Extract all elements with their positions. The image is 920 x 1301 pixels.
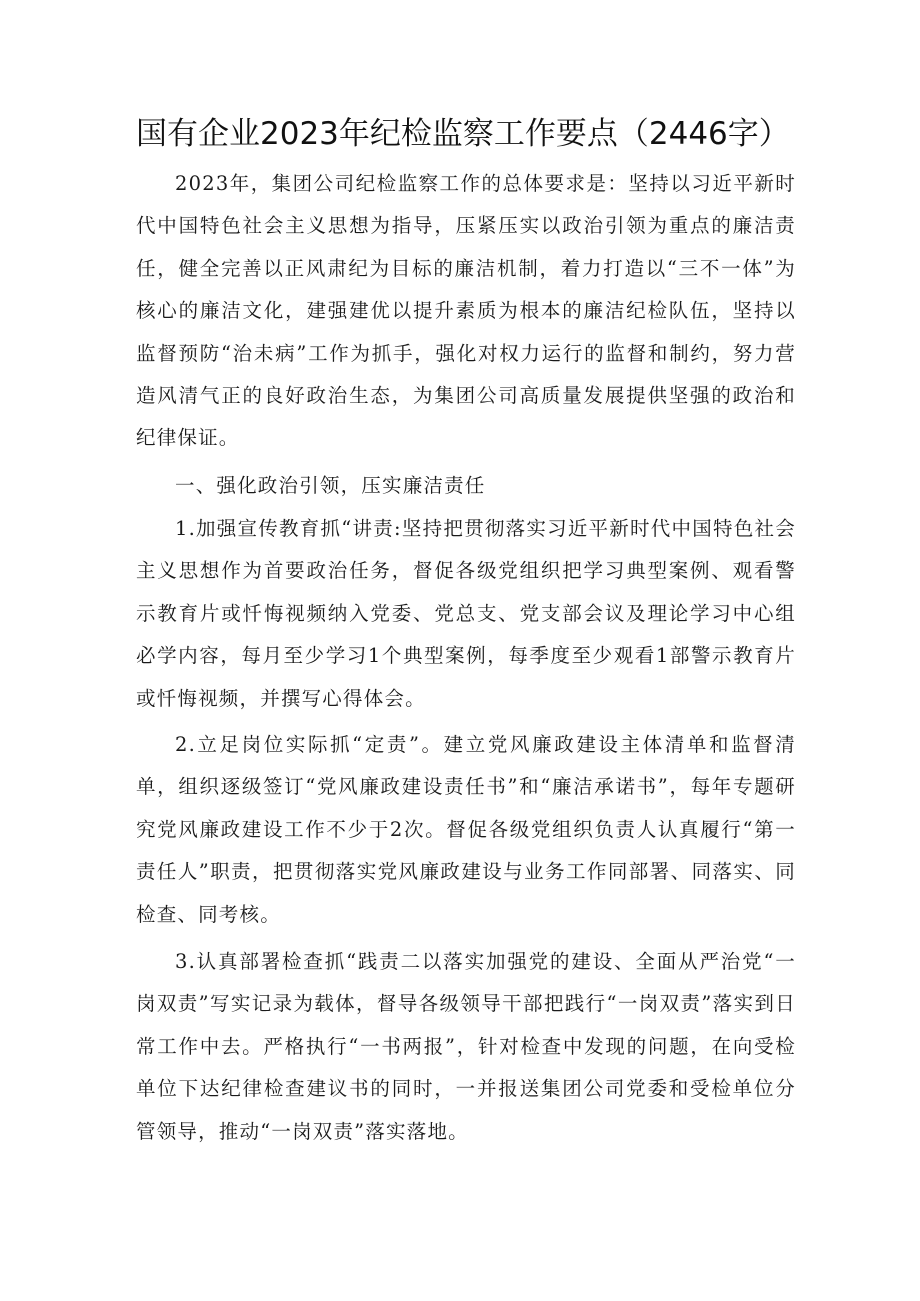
item-1-paragraph: 1.加强宣传教育抓“讲责:坚持把贯彻落实习近平新时代中国特色社会主义思想作为首要政治任务，督促各级党组织把学习典型案例、观看警示教育片或忏悔视频纳入党委、党总支、党支部会议及理论学习中心组必学内容，每月至少学习1个典型案例，每季度至少观看1部警示教育片或忏悔视频，并撰写心得体会。	[136, 517, 796, 710]
item-3-paragraph: 3.认真部署检查抓“践责二以落实加强党的建设、全面从严治党“一岗双责”写实记录为载体，督导各级领导干部把践行“一岗双责”落实到日常工作中去。严格执行“一书两报”，针对检查中发现的问题，在向受检单位下达纪律检查建议书的同时，一并报送集团公司党委和受检单位分管领导，推动“一岗双责”落实落地。	[136, 950, 796, 1143]
intro-paragraph: 2023年，集团公司纪检监察工作的总体要求是：坚持以习近平新时代中国特色社会主义思想为指导，压紧压实以政治引领为重点的廉洁责任，健全完善以正风肃纪为目标的廉洁机制，着力打造以“三不一体”为核心的廉洁文化，建强建优以提升素质为根本的廉洁纪检队伍，坚持以监督预防“治未病”工作为抓手，强化对权力运行的监督和制约，努力营造风清气正的良好政治生态，为集团公司高质量发展提供坚强的政治和纪律保证。	[136, 172, 796, 450]
document-title: 国有企业2023年纪检监察工作要点（2446字）	[136, 116, 790, 152]
section-heading-1: 一、强化政治引领，压实廉洁责任	[175, 474, 486, 497]
item-2-paragraph: 2.立足岗位实际抓“定责”。建立党风廉政建设主体清单和监督清单，组织逐级签订“党风廉政建设责任书”和“廉洁承诺书”，每年专题研究党风廉政建设工作不少于2次。督促各级党组织负责人认真履行“第一责任人”职责，把贯彻落实党风廉政建设与业务工作同部署、同落实、同检查、同考核。	[136, 733, 796, 926]
